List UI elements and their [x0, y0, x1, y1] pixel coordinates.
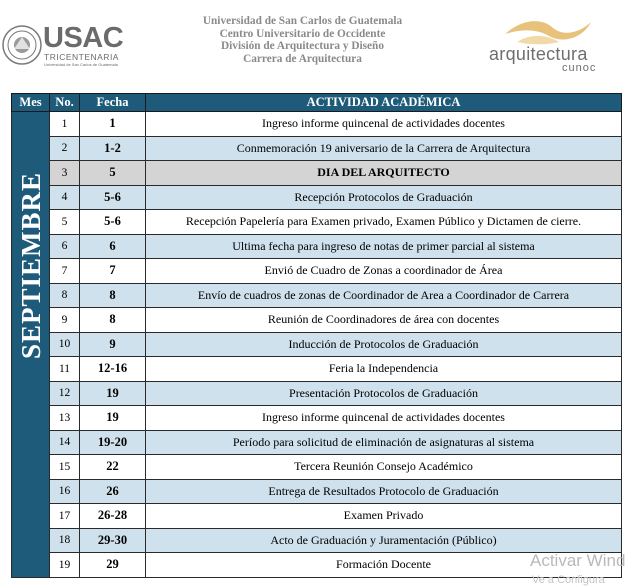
column-header-activity: ACTIVIDAD ACADÉMICA — [146, 94, 622, 112]
row-number: 16 — [50, 479, 80, 504]
table-row — [12, 112, 622, 137]
row-date: 29-30 — [80, 528, 146, 553]
row-number: 14 — [50, 430, 80, 455]
row-date: 5 — [80, 161, 146, 186]
table-row — [12, 283, 622, 308]
row-activity: Tercera Reunión Consejo Académico — [146, 455, 622, 480]
row-date: 26-28 — [80, 504, 146, 529]
row-activity: Feria la Independencia — [146, 357, 622, 382]
row-number: 17 — [50, 504, 80, 529]
row-date: 1 — [80, 112, 146, 137]
table-row — [12, 357, 622, 382]
row-date: 19 — [80, 406, 146, 431]
row-activity: Acto de Graduación y Juramentación (Público) — [146, 528, 622, 553]
column-header-month: Mes — [12, 94, 50, 112]
windows-activation-watermark-sub: Ve a Configura — [532, 574, 605, 586]
table-row — [12, 430, 622, 455]
row-date: 29 — [80, 553, 146, 578]
row-number: 2 — [50, 136, 80, 161]
row-number: 10 — [50, 332, 80, 357]
row-number: 3 — [50, 161, 80, 186]
table-row — [12, 136, 622, 161]
row-date: 5-6 — [80, 185, 146, 210]
row-number: 15 — [50, 455, 80, 480]
table-row — [12, 479, 622, 504]
row-number: 19 — [50, 553, 80, 578]
table-row — [12, 210, 622, 235]
table-row — [12, 504, 622, 529]
arquitectura-logo — [485, 14, 605, 76]
table-header-row — [12, 94, 622, 112]
row-activity: DIA DEL ARQUITECTO — [146, 161, 622, 186]
column-header-date: Fecha — [80, 94, 146, 112]
arquitectura-logo-subtitle: cunoc — [562, 62, 597, 74]
table-row — [12, 234, 622, 259]
row-activity: Recepción Papelería para Examen privado, Examen Público y Dictamen de cierre. — [146, 210, 622, 235]
row-activity: Presentación Protocolos de Graduación — [146, 381, 622, 406]
row-date: 12-16 — [80, 357, 146, 382]
row-number: 11 — [50, 357, 80, 382]
institution-line: Carrera de Arquitectura — [243, 52, 362, 65]
row-activity: Examen Privado — [146, 504, 622, 529]
row-activity: Inducción de Protocolos de Graduación — [146, 332, 622, 357]
institution-line: Centro Universitario de Occidente — [219, 27, 386, 40]
row-activity: Formación Docente — [146, 553, 622, 578]
row-activity: Envío de cuadros de zonas de Coordinador de Area a Coordinador de Carrera — [146, 283, 622, 308]
row-number: 12 — [50, 381, 80, 406]
month-label: SEPTIEMBRE — [15, 172, 46, 360]
arquitectura-logo-text: arquitectura — [489, 44, 588, 64]
page-header — [0, 0, 634, 92]
row-activity: Envió de Cuadro de Zonas a coordinador de Área — [146, 259, 622, 284]
usac-logo-subtitle: TRICENTENARIA — [44, 52, 119, 62]
row-number: 1 — [50, 112, 80, 137]
row-number: 6 — [50, 234, 80, 259]
row-date: 19 — [80, 381, 146, 406]
row-number: 9 — [50, 308, 80, 333]
row-activity: Ingreso informe quincenal de actividades docentes — [146, 406, 622, 431]
row-number: 8 — [50, 283, 80, 308]
row-activity: Conmemoración 19 aniversario de la Carrera de Arquitectura — [146, 136, 622, 161]
table-row — [12, 455, 622, 480]
institution-line: Universidad de San Carlos de Guatemala — [202, 15, 403, 27]
table-row — [12, 259, 622, 284]
row-date: 22 — [80, 455, 146, 480]
windows-activation-watermark: Activar Wind — [530, 551, 626, 570]
row-activity: Reunión de Coordinadores de área con docentes — [146, 308, 622, 333]
institution-line: División de Arquitectura y Diseño — [221, 40, 384, 53]
row-date: 5-6 — [80, 210, 146, 235]
row-activity: Ingreso informe quincenal de actividades docentes — [146, 112, 622, 137]
row-date: 8 — [80, 283, 146, 308]
column-header-number: No. — [50, 94, 80, 112]
usac-logo-subtitle-small: Universidad de San Carlos de Guatemala — [44, 62, 118, 67]
row-number: 4 — [50, 185, 80, 210]
table-row — [12, 161, 622, 186]
row-date: 6 — [80, 234, 146, 259]
row-number: 7 — [50, 259, 80, 284]
row-date: 9 — [80, 332, 146, 357]
row-date: 26 — [80, 479, 146, 504]
row-date: 19-20 — [80, 430, 146, 455]
row-number: 18 — [50, 528, 80, 553]
university-seal-icon — [2, 25, 42, 65]
activities-calendar-table — [11, 93, 622, 578]
row-activity: Ultima fecha para ingreso de notas de primer parcial al sistema — [146, 234, 622, 259]
table-row — [12, 185, 622, 210]
table-row — [12, 406, 622, 431]
table-row — [12, 308, 622, 333]
month-cell — [12, 112, 50, 578]
row-date: 8 — [80, 308, 146, 333]
row-activity: Período para solicitud de eliminación de asignaturas al sistema — [146, 430, 622, 455]
arquitectura-swoosh-icon — [503, 14, 593, 46]
row-date: 1-2 — [80, 136, 146, 161]
row-date: 7 — [80, 259, 146, 284]
institution-heading — [170, 15, 435, 65]
row-activity: Entrega de Resultados Protocolo de Graduación — [146, 479, 622, 504]
table-row — [12, 528, 622, 553]
table-row — [12, 381, 622, 406]
row-number: 13 — [50, 406, 80, 431]
table-row — [12, 332, 622, 357]
row-activity: Recepción Protocolos de Graduación — [146, 185, 622, 210]
row-number: 5 — [50, 210, 80, 235]
usac-logo — [2, 24, 132, 68]
usac-logo-text: USAC — [43, 22, 124, 54]
